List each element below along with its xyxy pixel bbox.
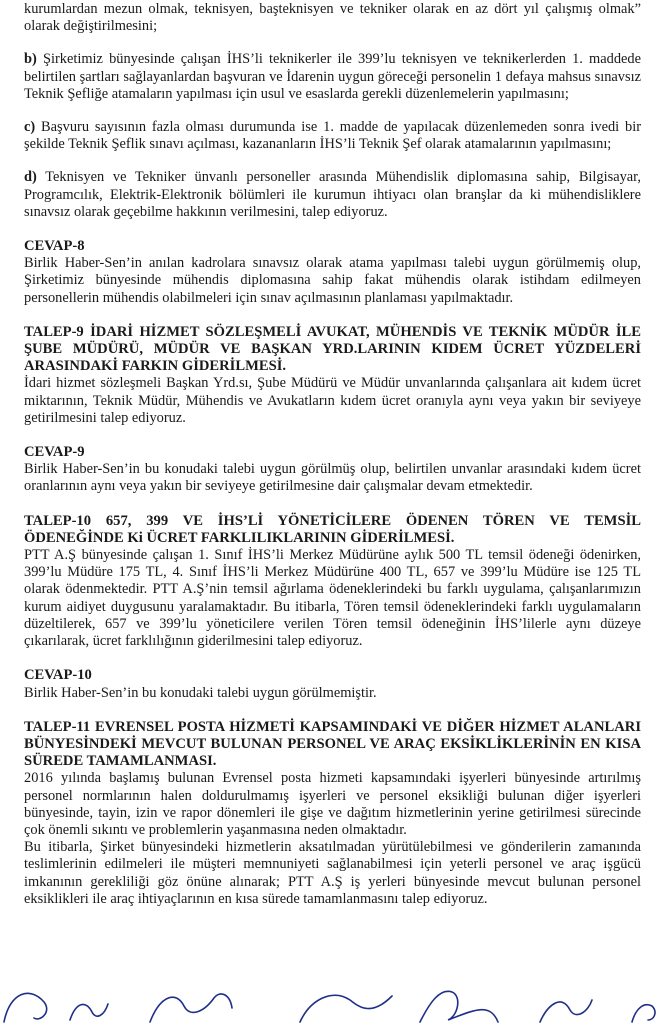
talep-9-title: TALEP-9 İDARİ HİZMET SÖZLEŞMELİ AVUKAT, MÜHENDİS VE TEKNİK MÜDÜR İLE ŞUBE MÜDÜRÜ, MÜDÜR VE BAŞKAN YRD.LARININ KIDEM ÜCRET YÜZDELERİ ARASINDAKİ FARKIN GİDERİLMESİ. (24, 323, 641, 375)
talep-11-text-1: 2016 yılında başlamış bulunan Evrensel posta hizmeti kapsamındaki işyerleri bünyesinde artırılmış personel normlarının halen doldurulmamış işyerleri ve personel eksikliği bulunan diğer işyerleri bünyesinde, tayin, izin ve rapor dönemleri ile gişe ve dağıtım hizmetlerinin yerine getirilmesi sürecinde çok önemli sıkıntı ve problemlerin yaşanmasına neden olmaktadır. (24, 770, 641, 838)
item-c-paragraph (24, 119, 641, 153)
item-d-paragraph (24, 169, 641, 221)
cevap-8-text: Birlik Haber-Sen’in anılan kadrolara sınavsız olarak atama yapılması talebi uygun görülmemiş olup, Şirketimiz bünyesinde mühendis diplomasına sahip fakat mühendis olarak istihdam edilmeyen personellerin mühendis olabilmeleri için sınav açılmasının planlaması yapılmaktadır. (24, 255, 641, 306)
talep-11-title: TALEP-11 EVRENSEL POSTA HİZMETİ KAPSAMINDAKİ VE DİĞER HİZMET ALANLARI BÜNYESİNDEKİ MEVCUT BULUNAN PERSONEL VE ARAÇ EKSİKLİKLERİNİN EN KISA SÜREDE TAMAMLANMASI. (24, 718, 641, 770)
item-b-label: b) (24, 51, 37, 68)
item-c-label: c) (24, 119, 36, 136)
cevap-9-text: Birlik Haber-Sen’in bu konudaki talebi uygun görülmüş olup, belirtilen unvanlar arasındaki kıdem ücret oranlarının aynı veya yakın bir seviyeye getirilmesine dair çalışmalar devam etmektedir. (24, 461, 641, 495)
handwritten-signatures (0, 982, 660, 1024)
item-c-text: Başvuru sayısının fazla olması durumunda ise 1. madde de yapılacak düzenlemeden sonra ivedi bir şekilde Teknik Şeflik sınavı açılması, kazananların İHS’li Teknik Şef olarak atamalarının yapılmasını; (24, 119, 641, 153)
cevap-10-text: Birlik Haber-Sen’in bu konudaki talebi uygun görülmemiştir. (24, 684, 377, 701)
item-d-text: Teknisyen ve Tekniker ünvanlı personeller arasında Mühendislik diplomasına sahip, Bilgisayar, Programcılık, Elektrik-Elektronik bölümleri ile kurumun ihtiyacı olan branşlar da ki mühendisliklere sınavsız olarak geçebilme hakkının verilmesini, talep ediyoruz. (24, 169, 641, 220)
signature-strokes (4, 991, 655, 1022)
talep-10-title: TALEP-10 657, 399 VE İHS’Lİ YÖNETİCİLERE ÖDENEN TÖREN VE TEMSİL ÖDENEĞİNDE Ki ÜCRET FARKLILIKLARININ GİDERİLMESİ. (24, 512, 641, 546)
intro-continuation: kurumlardan mezun olmak, teknisyen, başteknisyen ve tekniker olarak en az dört yıl çalışmış olmak” olarak değiştirilmesini; (24, 1, 641, 35)
document-page (24, 0, 641, 908)
cevap-8-title: CEVAP-8 (24, 238, 85, 255)
talep-10-text: PTT A.Ş bünyesinde çalışan 1. Sınıf İHS’li Merkez Müdürüne aylık 500 TL temsil ödeneği ödenirken, 399’lu Müdüre 175 TL, 4. Sınıf İHS’li Merkez Müdürüne 400 TL, 657 ve 399’lu Müdüre ise 125 TL olarak ödenmektedir. PTT A.Ş’nin temsil ağırlama ödeneklerindeki bu farklı uygulama, çalışanlarımızın kurum aidiyet duygusunu yaralamaktadır. Bu itibarla, Tören temsil ödeneklerindeki farklı uygulamaların düzeltilerek, 657 ve 399’lu yöneticilere verilen Tören temsil ödeneğinin İHS’lilerle aynı düzeye çıkarılarak, ücret farklılığının giderilmesini talep ediyoruz. (24, 547, 641, 650)
item-b-text: Şirketimiz bünyesinde çalışan İHS’li teknikerler ile 399’lu teknisyen ve teknikerlerden 1. maddede belirtilen şartları sağlayanlardan başvuran ve İdarenin uygun göreceği personelin 1 defaya mahsus sınavsız Teknik Şefliğe atamaların yapılması için usul ve esaslarda gerekli düzenlemelerin yapılmasını; (24, 51, 641, 102)
cevap-10-title: CEVAP-10 (24, 667, 92, 684)
talep-11-text-2: Bu itibarla, Şirket bünyesindeki hizmetlerin aksatılmadan yürütülebilmesi ve gönderilerin zamanında teslimlerinin edilmeleri ile müşteri memnuniyeti sağlanabilmesi için yeterli personel ve araç işgücü imkanının gerekliliği göz önüne alınarak; PTT A.Ş iş yerleri bünyesinde mevcut bulunan personel eksiklikleri ile araç ihtiyaçlarının en kısa sürede tamamlanmasını talep ediyoruz. (24, 839, 641, 907)
cevap-9-title: CEVAP-9 (24, 444, 85, 461)
item-d-label: d) (24, 169, 37, 186)
talep-9-text: İdari hizmet sözleşmeli Başkan Yrd.sı, Şube Müdürü ve Müdür unvanlarında çalışanlara ait kıdem ücret miktarının, Teknik Müdür, Mühendis ve Avukatların kıdem ücret oranıyla aynı veya yakın bir seviyeye getirilmesini talep ediyoruz. (24, 375, 641, 426)
item-b-paragraph (24, 51, 641, 103)
